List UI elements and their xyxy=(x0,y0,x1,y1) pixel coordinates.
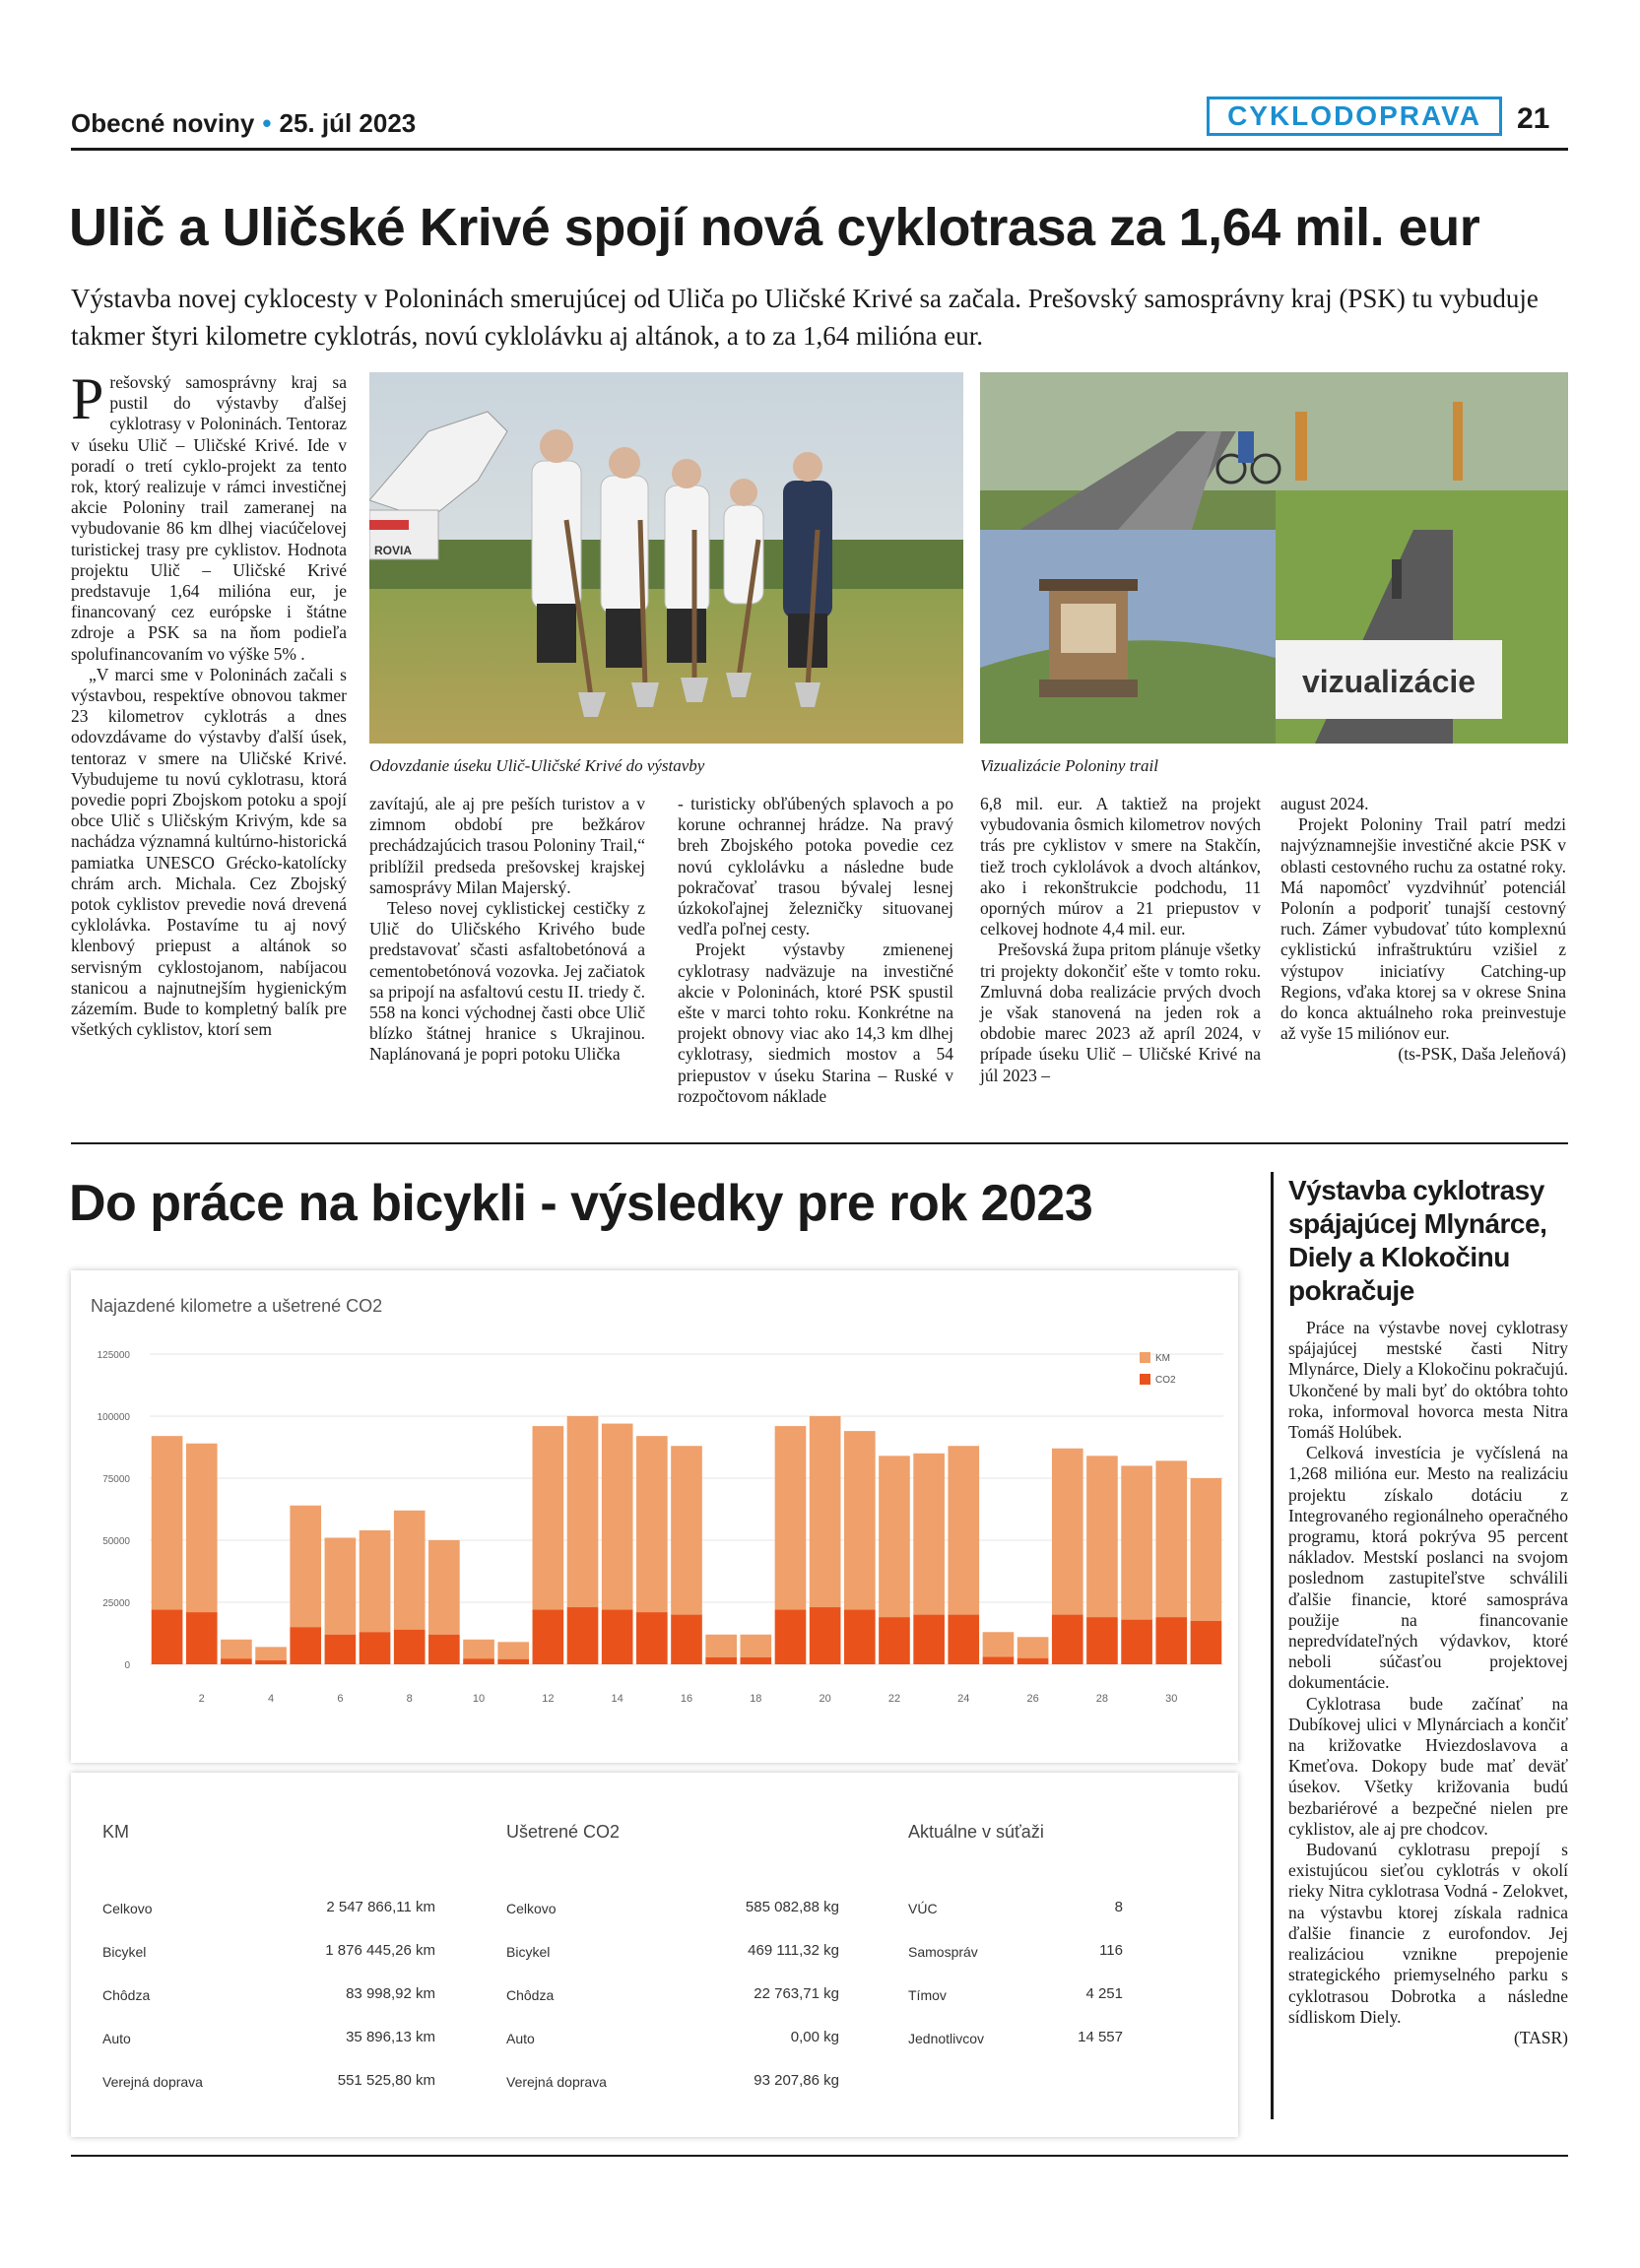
stat-value: 2 547 866,11 km xyxy=(326,1899,435,1915)
bar-co2 xyxy=(290,1627,321,1664)
separator-dot: • xyxy=(262,108,272,138)
paragraph: Teleso novej cyklistickej cestičky z Ulič do Uličského Krivého bude predstavovať sčasti asfaltobetónová a cementobetónová vozovka. Jej začiatok sa pripojí na asfaltovú cestu II. triedy č. 558 na konci východnej časti obce Ulič blízko štátnej hranice s Ukrajinou. Naplánovaná je popri potoku Ulička xyxy=(369,898,645,1065)
paper-name: Obecné noviny xyxy=(71,108,255,138)
stat-value: 116 xyxy=(1099,1942,1123,1959)
header-rule xyxy=(71,148,1568,151)
paragraph: august 2024. xyxy=(1280,794,1369,813)
bar-co2 xyxy=(602,1610,633,1664)
x-tick-label: 16 xyxy=(680,1693,693,1705)
bar-km xyxy=(360,1530,391,1632)
byline: (ts-PSK, Daša Jeleňová) xyxy=(1398,1044,1566,1065)
paragraph: Práce na výstavbe novej cyklotrasy spájajúcej mestské časti Nitry Mlynárce, Diely a Klokočinu pokračujú. Ukončené by mali byť do októbra tohto roka, informoval hovorca mesta Nitra Tomáš Holúbek. xyxy=(1288,1318,1568,1443)
paragraph: Celková investícia je vyčíslená na 1,268 milióna eur. Mesto na realizáciu projektu získalo dotáciu z Integrovaného regionálneho operačného programu, ktorá pokrýva 95 percent nákladov. Mestskí poslanci na svojom poslednom zastupiteľstve schválili ďalšie financie, ktoré samospráva použije na financovanie nepredvídateľných výdavkov, ktoré neboli súčasťou projektovej dokumentácie. xyxy=(1288,1443,1568,1693)
paragraph: Projekt Poloniny Trail patrí medzi najvýznamnejšie investičné akcie PSK v oblasti cestovného ruchu za ostatné roky. Má napomôcť vyzdvihnúť potenciál Polonín a podporiť tunajší cestovný ruch. Zámer vybudovať túto komplexnú cyklistickú infraštruktúru vzišiel z výstupov iniciatívy Catching-up Regions, vďaka ktorej sa v okrese Snina do konca aktuálneho roka preinvestuje až vyše 15 miliónov eur. xyxy=(1280,814,1566,1044)
x-tick-label: 2 xyxy=(198,1693,205,1705)
stat-value: 585 082,88 kg xyxy=(745,1899,839,1915)
x-tick-label: 24 xyxy=(957,1693,970,1705)
x-tick-label: 12 xyxy=(542,1693,555,1705)
y-tick-label: 125000 xyxy=(97,1350,130,1361)
bar-km xyxy=(533,1426,564,1609)
bar-km xyxy=(1191,1478,1222,1621)
bar-km xyxy=(221,1640,252,1658)
bar-co2 xyxy=(705,1657,737,1664)
section-label: CYKLODOPRAVA xyxy=(1207,97,1502,136)
x-tick-label: 4 xyxy=(268,1693,275,1705)
bar-km xyxy=(948,1446,979,1614)
bar-km xyxy=(983,1632,1015,1656)
bar-km xyxy=(913,1454,945,1615)
bar-km xyxy=(844,1431,876,1609)
paragraph: Projekt výstavby zmienenej cyklotrasy nadväzuje na investičné akcie v Poloninách, ktoré PSK spustil ešte v marci tohto roku. Konkrétne na projekt obnovy viac ako 14,3 km dlhej cyklotrasy, siedmich mostov a 54 priepustov v úseku Starina – Ruské v rozpočtovom náklade xyxy=(678,940,953,1106)
photo1-caption: Odovzdanie úseku Ulič-Uličské Krivé do výstavby xyxy=(369,756,705,775)
bar-co2 xyxy=(913,1615,945,1664)
panel-title: KM xyxy=(102,1822,129,1842)
stat-value: 4 251 xyxy=(1085,1985,1123,2002)
stats-panel xyxy=(71,1773,1238,2137)
sidebar-rule xyxy=(1271,1172,1274,2119)
bar-co2 xyxy=(428,1635,460,1664)
bar-co2 xyxy=(741,1657,772,1664)
stat-value: 83 998,92 km xyxy=(346,1985,435,2002)
bar-co2 xyxy=(497,1659,529,1664)
bar-co2 xyxy=(463,1658,494,1664)
x-tick-label: 20 xyxy=(819,1693,831,1705)
bar-km xyxy=(290,1506,321,1627)
bar-co2 xyxy=(394,1630,426,1664)
bar-km xyxy=(394,1511,426,1630)
legend-swatch xyxy=(1140,1374,1150,1385)
paragraph: Cyklotrasa bude začínať na Dubíkovej ulici v Mlynárciach a končiť na križovatke Hviezdoslavova a Kmeťova. Dokopy bude mať deväť úsekov. Všetky križovania budú bezbariérové a bezpečné nielen pre cyklistov, ale aj pre chodcov. xyxy=(1288,1693,1568,1839)
page-number: 21 xyxy=(1517,102,1550,135)
x-tick-label: 10 xyxy=(472,1693,486,1705)
bar-co2 xyxy=(1052,1615,1083,1664)
byline: (TASR) xyxy=(1514,2027,1568,2047)
bar-co2 xyxy=(1121,1620,1152,1664)
stat-value: 1 876 445,26 km xyxy=(325,1942,435,1959)
bar-co2 xyxy=(152,1610,183,1664)
x-tick-label: 14 xyxy=(611,1693,623,1705)
stat-label: Chôdza xyxy=(506,1987,555,2003)
bar-co2 xyxy=(844,1610,876,1664)
stat-value: 35 896,13 km xyxy=(346,2029,435,2045)
article-divider xyxy=(71,1142,1568,1144)
stat-label: Samospráv xyxy=(908,1944,978,1960)
article2-headline: Do práce na bicykli - výsledky pre rok 2023 xyxy=(69,1175,1093,1232)
bar-km xyxy=(567,1416,599,1607)
footer-rule xyxy=(71,2155,1568,2157)
stat-value: 0,00 kg xyxy=(790,2029,839,2045)
bar-co2 xyxy=(533,1610,564,1664)
y-tick-label: 75000 xyxy=(102,1474,130,1485)
stat-label: Celkovo xyxy=(506,1901,557,1916)
x-tick-label: 6 xyxy=(337,1693,344,1705)
panel-title: Ušetrené CO2 xyxy=(506,1822,621,1842)
x-tick-label: 26 xyxy=(1026,1693,1039,1705)
bar-co2 xyxy=(325,1635,357,1664)
bar-co2 xyxy=(879,1617,910,1664)
dropcap: P xyxy=(71,366,104,431)
stat-label: Jednotlivcov xyxy=(908,2031,985,2046)
bar-km xyxy=(1121,1465,1152,1619)
sign-text: ROVIA xyxy=(374,544,413,557)
y-tick-label: 100000 xyxy=(97,1412,130,1423)
chart-title: Najazdené kilometre a ušetrené CO2 xyxy=(91,1296,383,1316)
photo2-caption: Vizualizácie Poloniny trail xyxy=(980,756,1158,775)
legend-swatch xyxy=(1140,1352,1150,1363)
bar-km xyxy=(810,1416,841,1607)
bar-co2 xyxy=(360,1632,391,1664)
x-tick-label: 30 xyxy=(1165,1693,1178,1705)
masthead xyxy=(71,108,416,139)
x-tick-label: 22 xyxy=(887,1693,901,1705)
bar-co2 xyxy=(1191,1621,1222,1664)
bar-co2 xyxy=(775,1610,807,1664)
visualization-photo xyxy=(980,372,1568,744)
stat-value: 551 525,80 km xyxy=(337,2072,435,2089)
bar-co2 xyxy=(567,1607,599,1664)
article1-lead: Výstavba novej cyklocesty v Poloninách smerujúcej od Uliča po Uličské Krivé sa začala. Prešovský samosprávny kraj (PSK) tu vybuduje takmer štyri kilometre cyklotrás, novú cyklolávku aj altánok, a to za 1,64 milióna eur. xyxy=(71,284,1539,351)
bar-km xyxy=(186,1444,218,1612)
bar-km xyxy=(325,1537,357,1634)
bar-km xyxy=(602,1424,633,1610)
paragraph: „V marci sme v Poloninách začali s výstavbou, respektíve obnovou takmer 23 kilometrov cyklotrás a dnes odovzdávame do výstavby ďalší úsek, tentoraz v smere na Uličské Krivé. Vybudujeme tu novú cyklotrasu, ktorá povedie popri Zbojskom potoku a spojí obce Ulič s Uličským Krivým, kde sa nachádza významná kultúrno-historická pamiatka UNESCO Grécko-katolícky chrám arch. Michala. Cez Zbojský potok cyklistov prevedie nová drevená cyklolávka. Postavíme tu aj nový klenbový priepust a altánok so servisným cyklostojanom, nabíjacou stanicou a najnutnejším hygienickým zázemím. Bude to kompletný balík pre všetkých cyklistov, ktorí sem xyxy=(71,664,347,1040)
stat-label: Bicykel xyxy=(506,1944,551,1960)
stat-value: 93 207,86 kg xyxy=(754,2072,839,2089)
stat-label: Auto xyxy=(102,2031,131,2046)
y-tick-label: 0 xyxy=(124,1660,130,1671)
bar-co2 xyxy=(636,1612,668,1664)
visualization-illustration xyxy=(980,372,1568,744)
paragraph: 6,8 mil. eur. A taktiež na projekt vybudovania ôsmich kilometrov nových trás pre cyklistov v smere na Stakčín, tiež troch cyklolávok a dvoch altánkov, ako i rekonštrukcie podchodu, 11 oporných múrov a 21 priepustov v celkovej hodnote 4,4 mil. eur. xyxy=(980,794,1261,940)
visualization-badge: vizualizácie xyxy=(1301,664,1476,699)
bar-km xyxy=(152,1436,183,1609)
bar-km xyxy=(636,1436,668,1612)
bar-km xyxy=(879,1456,910,1617)
bar-km xyxy=(775,1426,807,1609)
issue-date: 25. júl 2023 xyxy=(279,108,417,138)
stat-value: 22 763,71 kg xyxy=(754,1985,839,2002)
paragraph: rešovský samosprávny kraj sa pustil do výstavby ďalšej cyklotrasy v Poloninách. Tentoraz v úseku Ulič – Uličské Krivé. Ide v poradí o tretí cyklo-projekt za tento rok, ktorý realizuje v rámci investičnej akcie Poloniny trail zameranej na vybudovanie 86 km dlhej viacúčelovej turistickej trasy pre cyklistov. Hodnota projektu Ulič – Uličské Krivé predstavuje 1,64 milióna eur, je financovaný cez európske i štátne zdroje a PSK sa na ňom podieľa spolufinancovaním vo výške 5% . xyxy=(71,372,347,664)
stat-value: 469 111,32 kg xyxy=(748,1942,839,1959)
bar-co2 xyxy=(810,1607,841,1664)
bar-km xyxy=(255,1647,287,1660)
bar-co2 xyxy=(1017,1658,1049,1664)
bar-km xyxy=(705,1635,737,1657)
article3-headline: Výstavba cyklotrasy spájajúcej Mlynárce, Diely a Klokočinu pokračuje xyxy=(1288,1175,1547,1306)
x-tick-label: 18 xyxy=(750,1693,762,1705)
y-tick-label: 25000 xyxy=(102,1598,130,1609)
bar-co2 xyxy=(186,1612,218,1664)
bar-km xyxy=(428,1540,460,1635)
stat-label: Bicykel xyxy=(102,1944,147,1960)
groundbreaking-photo xyxy=(369,372,963,744)
stat-value: 8 xyxy=(1114,1899,1123,1915)
article1-column-1 xyxy=(71,366,347,1041)
groundbreaking-illustration xyxy=(369,372,963,744)
chart-panel xyxy=(71,1270,1238,1763)
bar-co2 xyxy=(255,1660,287,1664)
article3-body xyxy=(1288,1318,1568,2048)
bar-km xyxy=(741,1635,772,1657)
paragraph: Budovanú cyklotrasu prepojí s existujúcou sieťou cyklotrás v okolí rieky Nitra cyklotrasa Vodná - Zelokvet, na výstavbu ktorej získala radnica ďalšie financie z eurofondov. Jej realizáciou vznikne prepojenie strategického priemyselného parku s cyklotrasou Dobrotka a následne sídliskom Diely. xyxy=(1288,1840,1568,2027)
paragraph: zavítajú, ale aj pre peších turistov a v zimnom období pre bežkárov prechádzajúcich trasou Poloniny Trail,“ priblížil predseda prešovskej krajskej samosprávy Milan Majerský. xyxy=(369,794,645,897)
bar-co2 xyxy=(1086,1617,1118,1664)
bar-km xyxy=(1017,1637,1049,1657)
legend-label: CO2 xyxy=(1155,1375,1176,1386)
article1-headline: Ulič a Uličské Krivé spojí nová cyklotrasa za 1,64 mil. eur xyxy=(69,198,1480,257)
bar-km xyxy=(463,1640,494,1658)
x-tick-label: 28 xyxy=(1095,1693,1109,1705)
paragraph: Prešovská župa pritom plánuje všetky tri projekty dokončiť ešte v tomto roku. Zmluvná doba realizácie prvých dvoch je však stanovená na jeden rok a obdobie marec 2023 až apríl 2024, v prípade úseku Ulič – Uličské Krivé na júl 2023 – xyxy=(980,940,1261,1085)
bar-co2 xyxy=(983,1656,1015,1664)
stat-label: Auto xyxy=(506,2031,535,2046)
bar-km xyxy=(1052,1449,1083,1615)
paragraph: - turisticky obľúbených splavoch a po korune ochrannej hrádze. Na pravý breh Zbojského potoka povedie cez novú cyklolávku a následne bude pokračovať trasou bývalej lesnej úzkokoľajnej železničky situovanej vedľa poľnej cesty. xyxy=(678,794,953,940)
article1-column-5 xyxy=(1280,794,1566,1066)
bar-chart xyxy=(71,1270,1238,1763)
stat-label: Celkovo xyxy=(102,1901,153,1916)
bar-co2 xyxy=(948,1615,979,1664)
panel-title: Aktuálne v súťaži xyxy=(908,1822,1044,1842)
bar-km xyxy=(497,1642,529,1658)
x-tick-label: 8 xyxy=(406,1693,413,1705)
stat-label: VÚC xyxy=(908,1901,938,1916)
bar-co2 xyxy=(1155,1617,1187,1664)
stat-value: 14 557 xyxy=(1078,2029,1123,2045)
article1-column-2 xyxy=(369,794,645,1066)
stat-label: Chôdza xyxy=(102,1987,151,2003)
y-tick-label: 50000 xyxy=(102,1536,130,1547)
bar-co2 xyxy=(221,1658,252,1664)
bar-co2 xyxy=(671,1615,702,1664)
bar-km xyxy=(1086,1456,1118,1617)
legend-label: KM xyxy=(1155,1353,1170,1364)
bar-km xyxy=(671,1446,702,1614)
stat-label: Tímov xyxy=(908,1987,947,2003)
bar-km xyxy=(1155,1460,1187,1617)
stat-label: Verejná doprava xyxy=(102,2074,203,2090)
article1-column-4 xyxy=(980,794,1261,1086)
stat-label: Verejná doprava xyxy=(506,2074,607,2090)
article1-column-3 xyxy=(678,794,953,1107)
